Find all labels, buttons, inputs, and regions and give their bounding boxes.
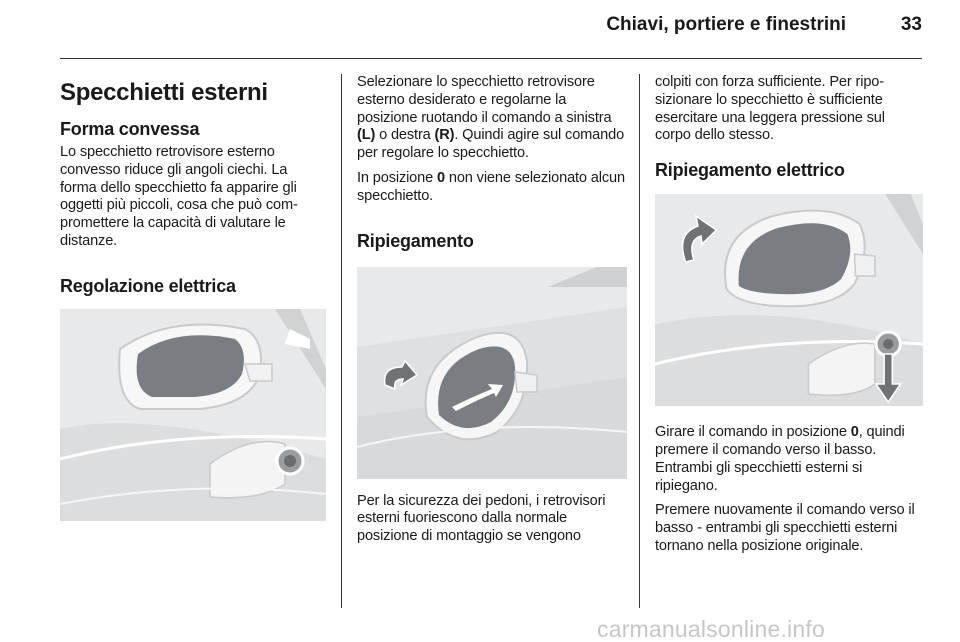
text-run: . Quindi agire sul comando per regolare lo specchietto. (357, 127, 625, 162)
heading-electric-folding: Ripiegamento elettrico (655, 160, 845, 181)
heading-convex: Forma convessa (60, 119, 200, 139)
page-number: 33 (900, 14, 922, 35)
position-zero-paragraph (357, 170, 627, 206)
heading-electric-adjustment: Regolazione elettrica (60, 275, 236, 296)
unfold-instruction-paragraph: Premere nuovamente il comando verso il basso - entrambi gli specchietti esterni tornano nella posizione originale. (655, 502, 915, 554)
section-title: Specchietti esterni (60, 79, 268, 106)
column-2 (357, 74, 627, 546)
page-header (60, 14, 922, 44)
column-1 (60, 74, 326, 521)
label-zero: 0 (850, 424, 859, 441)
label-zero: 0 (437, 169, 445, 186)
label-left: (L) (357, 127, 376, 144)
header-rule (60, 58, 922, 59)
pedestrian-safety-paragraph: Per la sicurezza dei pedoni, i retrovisori esterni fuoriescono dalla normale posizione di montaggio se vengono (357, 492, 606, 545)
label-right: (R) (434, 127, 455, 144)
electric-folding-illustration (655, 194, 923, 406)
mirror-folding-illustration (357, 267, 627, 479)
watermark: carmanualsonline.info (597, 616, 825, 642)
fold-instruction-paragraph (655, 424, 923, 495)
text-run: In posizione (357, 169, 437, 186)
text-run: non viene selezionato alcun specchietto. (357, 169, 625, 204)
column-3 (655, 74, 923, 556)
heading-folding: Ripiegamento (357, 230, 474, 251)
text-run: Girare il comando in posizione (655, 424, 851, 441)
selection-paragraph (357, 74, 627, 163)
reposition-paragraph: colpiti con forza sufficiente. Per riposizionare lo specchietto è sufficiente esercitare una leggera pressione sul corpo dello stesso. (655, 74, 885, 144)
text-run: Selezionare lo specchietto retrovisore esterno desiderato e regolarne la posizione ruotando il comando a sinistra (357, 74, 612, 126)
column-divider (639, 74, 640, 608)
convex-paragraph: Lo specchietto retrovisore esterno convesso riduce gli angoli ciechi. La forma dello specchietto fa apparire gli oggetti più piccoli, cosa che può compromettere la capacità di valutare le distanze. (60, 144, 298, 249)
text-run: , quindi premere il comando verso il basso. Entrambi gli specchietti esterni si ripiegano. (655, 424, 905, 494)
mirror-adjustment-illustration (60, 309, 326, 521)
text-run: o destra (375, 127, 435, 144)
header-title: Chiavi, portiere e finestrini (606, 14, 846, 35)
column-divider (341, 74, 342, 608)
